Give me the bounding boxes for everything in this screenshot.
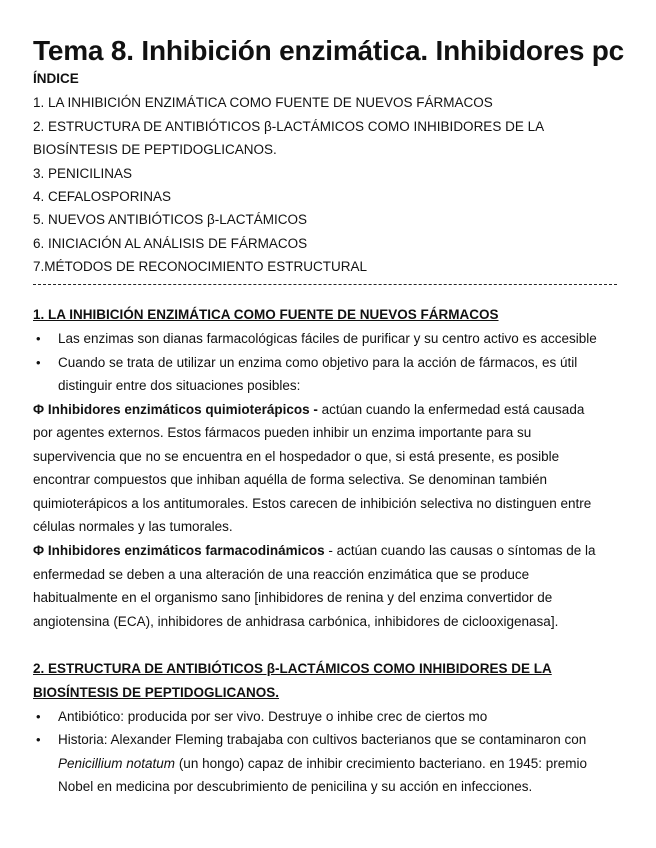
section2-bullet-continuation: Nobel en medicina por descubrimiento de penicilina y su acción en infecciones. xyxy=(58,779,533,794)
species-name: Penicillium notatum xyxy=(58,756,176,771)
paragraph-line: angiotensina (ECA), inhibidores de anhidrasa carbónica, inhibidores de ciclooxigenasa]. xyxy=(33,614,559,629)
index-item: 1. LA INHIBICIÓN ENZIMÁTICA COMO FUENTE DE NUEVOS FÁRMACOS xyxy=(33,95,493,110)
page-title: Tema 8. Inhibición enzimática. Inhibidores pc xyxy=(33,35,625,66)
bullet-icon: • xyxy=(36,355,41,370)
paragraph-line xyxy=(33,542,596,560)
index-item: BIOSÍNTESIS DE PEPTIDOGLICANOS. xyxy=(33,142,277,157)
p2-text: - actúan cuando las causas o síntomas de la xyxy=(324,543,596,558)
p1-term: Φ Inhibidores enzimáticos quimioterápicos - xyxy=(33,402,318,417)
section2-heading: 2. ESTRUCTURA DE ANTIBIÓTICOS β-LACTÁMICOS COMO INHIBIDORES DE LA xyxy=(33,661,552,676)
separator-line xyxy=(33,284,617,285)
bullet-text: (un hongo) capaz de inhibir crecimiento bacteriano. en 1945: premio xyxy=(175,756,588,771)
paragraph-line: enfermedad se deben a una alteración de una reacción enzimática que se produce xyxy=(33,567,530,582)
paragraph-line: encontrar compuestos que inhiban aquélla de forma selectiva. Se denominan también xyxy=(33,472,548,487)
section1-heading: 1. LA INHIBICIÓN ENZIMÁTICA COMO FUENTE DE NUEVOS FÁRMACOS xyxy=(33,307,499,322)
section2-bullet: Antibiótico: producida por ser vivo. Destruye o inhibe crec de ciertos mo xyxy=(58,709,488,724)
paragraph-line: quimioterápicos a los antitumorales. Estos carecen de inhibición selectiva no distinguen entre xyxy=(33,496,592,511)
section2-bullet-continuation xyxy=(58,755,587,773)
bullet-icon: • xyxy=(36,331,41,346)
p1-text: actúan cuando la enfermedad está causada xyxy=(317,402,585,417)
paragraph-line: supervivencia que no se encuentra en el hospedador o que, si está presente, es posible xyxy=(33,449,560,464)
index-item: 2. ESTRUCTURA DE ANTIBIÓTICOS β-LACTÁMICOS COMO INHIBIDORES DE LA xyxy=(33,119,545,134)
section2-heading: BIOSÍNTESIS DE PEPTIDOGLICANOS. xyxy=(33,685,280,700)
bullet-icon: • xyxy=(36,732,41,747)
index-item: 4. CEFALOSPORINAS xyxy=(33,189,172,204)
paragraph-line: células normales y las tumorales. xyxy=(33,519,233,534)
index-item: 6. INICIACIÓN AL ANÁLISIS DE FÁRMACOS xyxy=(33,236,308,251)
paragraph-line xyxy=(33,401,584,419)
index-item: 7.MÉTODOS DE RECONOCIMIENTO ESTRUCTURAL xyxy=(33,259,368,274)
index-item: 3. PENICILINAS xyxy=(33,166,133,181)
section1-bullet: Las enzimas son dianas farmacológicas fáciles de purificar y su centro activo es accesible xyxy=(58,331,597,346)
section1-bullet: Cuando se trata de utilizar un enzima como objetivo para la acción de fármacos, es útil xyxy=(58,355,578,370)
index-heading: ÍNDICE xyxy=(33,71,79,86)
p2-term: Φ Inhibidores enzimáticos farmacodinámicos xyxy=(33,543,325,558)
section1-bullet-continuation: distinguir entre dos situaciones posibles: xyxy=(58,378,301,393)
paragraph-line: habitualmente en el organismo sano [inhibidores de renina y del enzima convertidor de xyxy=(33,590,553,605)
bullet-icon: • xyxy=(36,709,41,724)
paragraph-line: por agentes externos. Estos fármacos pueden inhibir un enzima importante para su xyxy=(33,425,532,440)
index-item: 5. NUEVOS ANTIBIÓTICOS β-LACTÁMICOS xyxy=(33,212,308,227)
section2-bullet: Historia: Alexander Fleming trabajaba con cultivos bacterianos que se contaminaron con xyxy=(58,732,587,747)
